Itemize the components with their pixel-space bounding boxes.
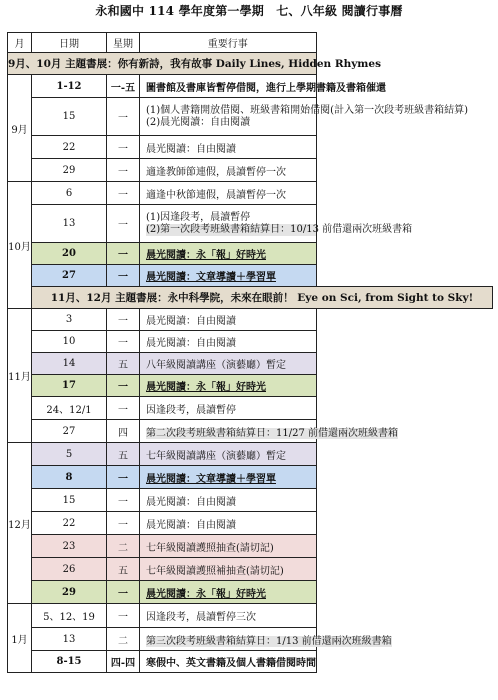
event-cell: 晨光閱讀：自由閱讀 xyxy=(140,136,317,159)
date-cell: 24、12/1 xyxy=(32,397,107,420)
date-cell: 5、12、19 xyxy=(32,604,107,628)
table-row xyxy=(8,243,493,265)
table-row xyxy=(8,604,493,628)
weekday-cell: 五 xyxy=(107,353,140,375)
theme-banner: 9月、10月 主題書展：你有新詩，我有故事 Daily Lines, Hidden Rhymes xyxy=(8,53,317,75)
event-cell xyxy=(140,98,468,136)
weekday-cell: 一-五 xyxy=(107,75,140,98)
month-label: 9月 xyxy=(8,75,32,182)
date-cell: 8 xyxy=(32,466,107,489)
header-date: 日期 xyxy=(32,33,107,53)
event-cell xyxy=(140,420,398,443)
table-header-row xyxy=(8,33,493,53)
weekday-cell: 一 xyxy=(107,243,140,265)
date-cell: 15 xyxy=(32,98,107,136)
event-cell: 七年級閱讀護照抽查(請切記) xyxy=(140,535,317,558)
table-row xyxy=(8,466,493,489)
table-row xyxy=(8,558,493,581)
reading-calendar-table xyxy=(7,32,493,673)
table-row xyxy=(8,443,493,466)
event-text: 晨光閱讀：永「報」好時光 xyxy=(146,250,266,261)
event-cell xyxy=(140,581,317,604)
event-cell: 七年級閱讀講座（演藝廳）暫定 xyxy=(140,443,317,466)
table-row xyxy=(8,651,493,673)
weekday-cell: 二 xyxy=(107,628,140,651)
event-text: 晨光閱讀：文章導讀＋學習單 xyxy=(146,272,276,283)
theme-row-sep-oct xyxy=(8,53,493,75)
date-cell: 26 xyxy=(32,558,107,581)
event-cell: 八年級閱讀講座（演藝廳）暫定 xyxy=(140,353,317,375)
date-cell: 14 xyxy=(32,353,107,375)
table-row xyxy=(8,397,493,420)
month-label: 11月 xyxy=(8,309,32,443)
table-row xyxy=(8,75,493,98)
event-text: 第二次段考班級書箱結算日：11/27 前借還兩次班級書箱 xyxy=(146,427,398,439)
event-cell: 適逢中秋節連假，晨讀暫停一次 xyxy=(140,182,317,205)
table-row xyxy=(8,512,493,535)
table-row xyxy=(8,136,493,159)
date-cell: 5 xyxy=(32,443,107,466)
weekday-cell: 五 xyxy=(107,558,140,581)
weekday-cell: 一 xyxy=(107,512,140,535)
date-cell: 13 xyxy=(32,205,107,243)
theme-row-nov-dec xyxy=(8,287,493,309)
weekday-cell: 一 xyxy=(107,604,140,628)
weekday-cell: 一 xyxy=(107,205,140,243)
date-cell: 10 xyxy=(32,331,107,353)
event-text: 晨光閱讀：永「報」好時光 xyxy=(146,588,266,600)
date-cell: 15 xyxy=(32,489,107,512)
weekday-cell: 一 xyxy=(107,331,140,353)
event-cell: 晨光閱讀：自由閱讀 xyxy=(140,331,317,353)
weekday-cell: 一 xyxy=(107,182,140,205)
table-row xyxy=(8,309,493,331)
date-cell: 29 xyxy=(32,581,107,604)
event-cell: 七年級閱讀護照補抽查(請切記) xyxy=(140,558,317,581)
date-cell: 22 xyxy=(32,512,107,535)
month-label: 12月 xyxy=(8,443,32,604)
table-row xyxy=(8,205,493,243)
header-month: 月 xyxy=(8,33,32,53)
event-text: 圖書館及書庫皆暫停借閱，進行上學期書籍及書箱催還 xyxy=(146,82,386,94)
weekday-cell: 一 xyxy=(107,375,140,397)
date-cell: 27 xyxy=(32,420,107,443)
event-cell: 晨光閱讀：自由閱讀 xyxy=(140,512,317,535)
event-cell: 因逢段考，晨讀暫停三次 xyxy=(140,604,317,628)
event-cell xyxy=(140,243,317,265)
table-row xyxy=(8,535,493,558)
month-label: 1月 xyxy=(8,604,32,673)
table-row xyxy=(8,628,493,651)
event-cell: 因逢段考，晨讀暫停 xyxy=(140,397,317,420)
event-cell xyxy=(140,375,317,397)
weekday-cell: 一 xyxy=(107,136,140,159)
event-cell: 晨光閱讀：自由閱讀 xyxy=(140,309,317,331)
header-events: 重要行事 xyxy=(140,33,317,53)
weekday-cell: 二 xyxy=(107,535,140,558)
event-cell xyxy=(140,466,317,489)
weekday-cell: 一 xyxy=(107,397,140,420)
table-row xyxy=(8,159,493,182)
weekday-cell: 一 xyxy=(107,309,140,331)
date-cell: 20 xyxy=(32,243,107,265)
date-cell: 3 xyxy=(32,309,107,331)
weekday-cell: 四-四 xyxy=(107,651,140,673)
event-text: 晨光閱讀：文章導讀＋學習單 xyxy=(146,473,276,485)
weekday-cell: 一 xyxy=(107,581,140,604)
date-cell: 27 xyxy=(32,265,107,287)
table-row xyxy=(8,375,493,397)
event-cell xyxy=(140,651,317,673)
date-cell: 17 xyxy=(32,375,107,397)
weekday-cell: 四 xyxy=(107,420,140,443)
event-text: (1)因逢段考，晨讀暫停 xyxy=(146,211,251,223)
weekday-cell: 一 xyxy=(107,489,140,512)
event-text: 晨光閱讀：永「報」好時光 xyxy=(146,382,266,393)
table-row xyxy=(8,182,493,205)
table-row xyxy=(8,581,493,604)
weekday-cell: 一 xyxy=(107,98,140,136)
event-text: 第三次段考班級書箱結算日：1/13 前借還兩次班級書箱 xyxy=(146,635,392,647)
date-cell: 1-12 xyxy=(32,75,107,98)
table-row xyxy=(8,353,493,375)
date-cell: 29 xyxy=(32,159,107,182)
event-cell xyxy=(140,205,413,243)
event-cell xyxy=(140,75,386,98)
month-label: 10月 xyxy=(8,182,32,309)
table-row xyxy=(8,489,493,512)
weekday-cell: 五 xyxy=(107,443,140,466)
weekday-cell: 一 xyxy=(107,466,140,489)
table-row xyxy=(8,98,493,136)
event-text: 寒假中、英文書籍及個人書籍借閱時間 xyxy=(146,658,316,669)
date-cell: 6 xyxy=(32,182,107,205)
date-cell: 13 xyxy=(32,628,107,651)
table-row xyxy=(8,331,493,353)
event-text: (2)第一次段考班級書箱結算日：10/13 前借還兩次班級書箱 xyxy=(146,223,413,235)
event-cell xyxy=(140,265,317,287)
theme-banner: 11月、12月 主題書展：永中科學院，未來在眼前！ Eye on Sci, from Sight to Sky! xyxy=(32,287,493,309)
date-cell: 23 xyxy=(32,535,107,558)
weekday-cell: 一 xyxy=(107,159,140,182)
event-cell: 適逢教師節連假，晨讀暫停一次 xyxy=(140,159,317,182)
weekday-cell: 一 xyxy=(107,265,140,287)
event-text: (1)個人書籍開放借閱、班級書箱開始借閱(計入第一次段考班級書箱結算) xyxy=(146,104,468,116)
date-cell: 8-15 xyxy=(32,651,107,673)
table-row xyxy=(8,265,493,287)
date-cell: 22 xyxy=(32,136,107,159)
header-weekday: 星期 xyxy=(107,33,140,53)
page-title: 永和國中 114 學年度第一學期 七、八年級 閱讀行事曆 xyxy=(95,4,403,18)
event-text: (2)晨光閱讀：自由閱讀 xyxy=(146,116,251,128)
event-cell: 晨光閱讀：自由閱讀 xyxy=(140,489,317,512)
table-row xyxy=(8,420,493,443)
event-cell xyxy=(140,628,392,651)
